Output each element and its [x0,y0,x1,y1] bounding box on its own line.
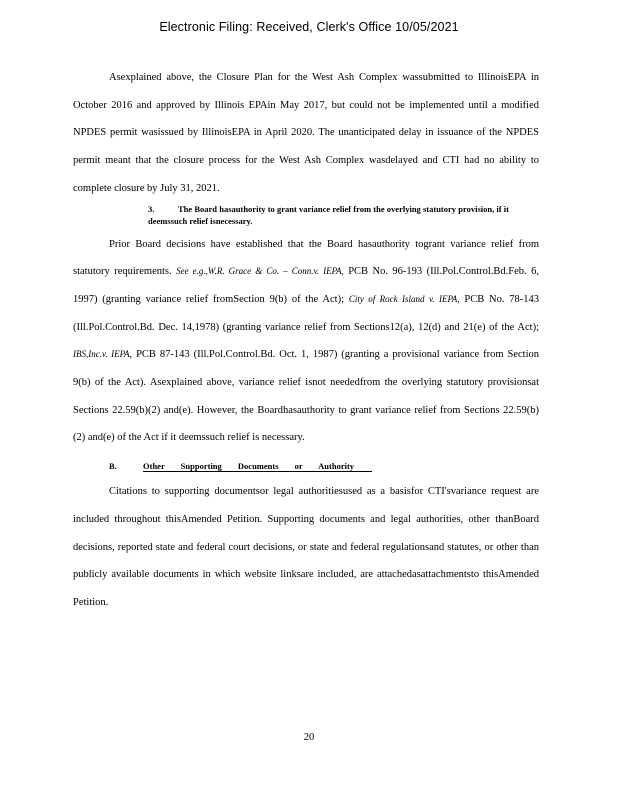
section-number: 3. [148,203,155,214]
page-number: 20 [303,732,315,743]
case-citation: City of Rock Island v. IEPA, [348,293,460,304]
text-segment: , PCB 87-143 (Ill.Pol.Control.Bd. Oct. 1, 1987) (granting a provisional variance from Section 9(b) of the Act). Asexplained above, variance relief isnot neededfrom the overlying statutory provisionsat Sections 22.59(b)(2) and(e). However, the Boardhasauthority to grant variance relief from Sections 22.59(b)(2) and(e) of the Act if it deemssuch relief is necessary. [73,349,539,444]
paragraph-supporting-documents: Citations to supporting documentsor legal authoritiesused as a basisfor CTI'svariance request are included throughout thisAmended Petition. Supporting documents and legal authorities, other thanBoard decisions, reported state and federal court decisions, or state and federal regulationsand statutes, or other than publicly available documents in which website linksare included, are attachedasattachmentsto thisAmended Petition. [73,486,539,608]
paragraph-board-decisions [73,231,539,453]
case-citation: See e.g.,W.R. Grace & Co. – Conn.v. IEPA, [176,266,344,277]
section-heading-text: Other Supporting Documents or Authority [143,461,372,472]
section-heading-b [109,458,539,474]
case-citation: IBS,Inc.v. IEPA [73,349,130,360]
text-segment: PCB No. 78-143 (Ill.Pol.Control.Bd. Dec. 14,1978) (granting variance relief from Sections12(a), 12(d) and 21(e) of the Act); [73,293,539,333]
document-body [73,64,539,617]
text-segment: Prior Board decisions have established that the Board hasauthority togrant variance relief from statutory requirements. [73,238,539,278]
filing-stamp: Electronic Filing: Received, Clerk's Office 10/05/2021 [159,20,459,34]
section-letter: B. [109,461,117,472]
paragraph-closure-plan: Asexplained above, the Closure Plan for the West Ash Complex wassubmitted to IllinoisEPA in October 2016 and approved by Illinois EPAin May 2017, but could not be implemented until a modified NPDES permit wasissued by IllinoisEPA in April 2020. The unanticipated delay in issuance of the NPDES permit meant that the closure process for the West Ash Complex wasdelayed and CTI had no ability to complete closure by July 31, 2021. [73,72,539,194]
text-segment: PCB No. 96-193 (Ill.Pol.Control.Bd.Feb. 6, 1997) (granting variance relief fromSection 9(b) of the Act); [73,266,540,305]
section-heading-text: The Board hasauthority to grant variance relief from the overlying statutory provision, if it deemssuch relief isnecessary. [148,203,509,226]
section-heading-3 [73,203,539,227]
